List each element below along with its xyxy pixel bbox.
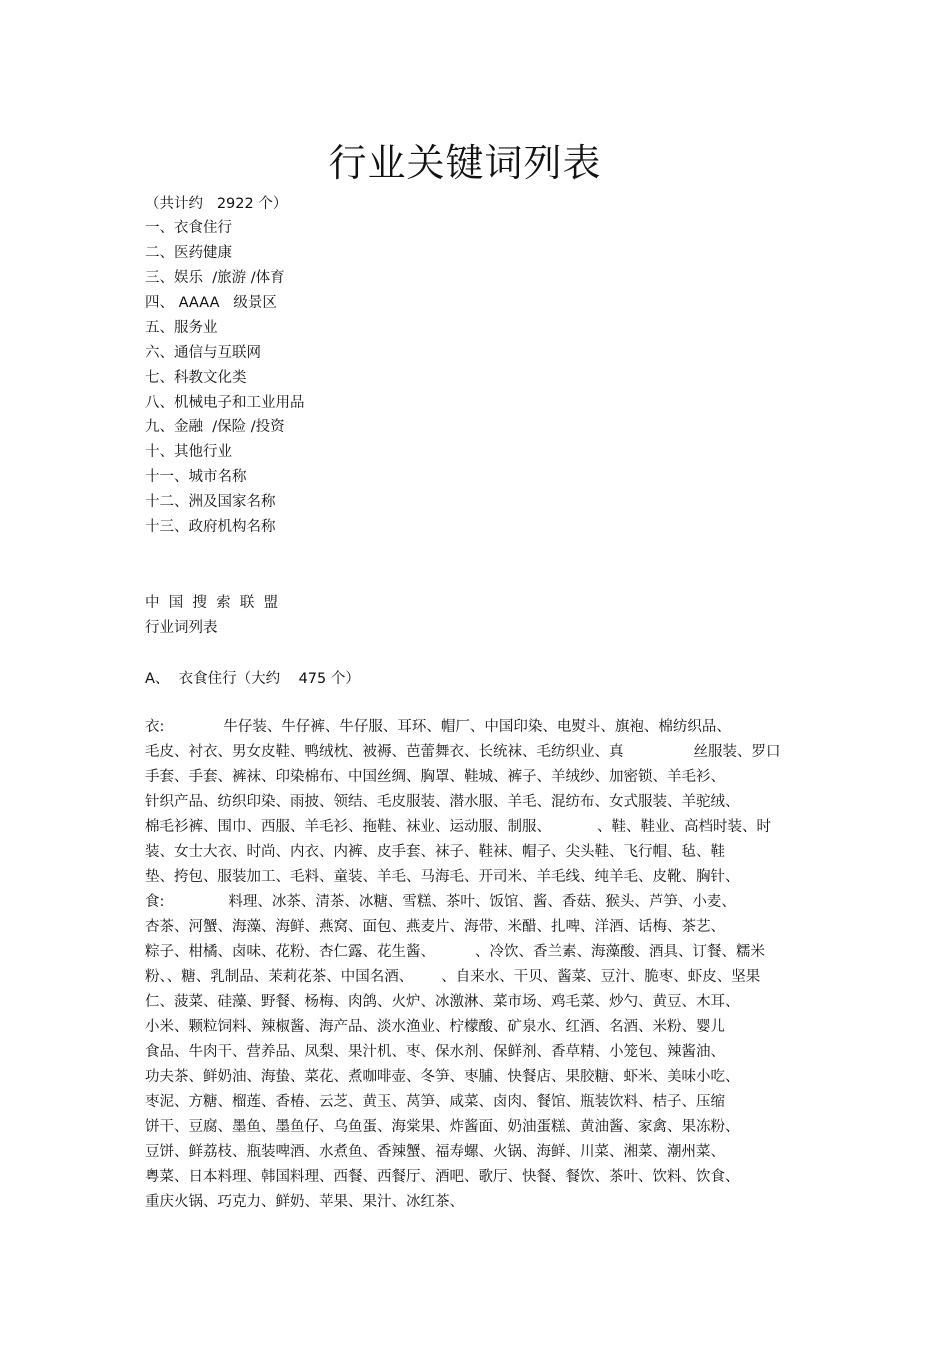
toc-item: 七、科教文化类 [145,370,247,386]
body-line [145,970,760,985]
category-label: 衣: [145,719,165,735]
body-text: 粉、、糖、乳制品、茉莉花茶、中国名酒、 [145,969,414,985]
body-line: 食品、牛肉干、营养品、凤梨、果汁机、枣、保水剂、保鲜剂、香草精、小笼包、辣酱油、 [145,1044,725,1060]
toc-item: 六、通信与互联网 [145,345,261,361]
body-line: 重庆火锅、巧克力、鲜奶、苹果、果汁、冰红茶、 [145,1194,464,1210]
body-line: 针织产品、纺织印染、雨披、领结、毛皮服装、潜水服、羊毛、混纺布、女式服装、羊驼绒、 [145,794,740,810]
body-line: 豆饼、鲜荔枝、瓶装啤酒、水煮鱼、香辣蟹、福寿螺、火锅、海鲜、川菜、湘菜、潮州菜、 [145,1144,725,1160]
toc-item: 八、机械电子和工业用品 [145,395,305,411]
toc-item: 五、服务业 [145,320,218,336]
toc-item: 十一、城市名称 [145,469,247,485]
body-line [145,820,771,835]
body-text: 、自来水、干贝、酱菜、豆汁、脆枣、虾皮、坚果 [441,969,761,985]
body-text: 粽子、柑橘、卤味、花粉、杏仁露、花生酱、 [145,944,435,960]
toc-item: 十、其他行业 [145,444,232,460]
body-text: 毛皮、衬衣、男女皮鞋、鸭绒枕、被褥、芭蕾舞衣、长统袜、毛纺织业、真 [145,744,624,760]
body-line [145,895,736,910]
body-line: 功夫茶、鲜奶油、海蛰、菜花、煮咖啡壶、冬笋、枣脯、快餐店、果胶糖、虾米、美味小吃、 [145,1069,740,1085]
toc-item: 九、金融 /保险 /投资 [145,419,285,435]
toc-item: 十三、政府机构名称 [145,519,276,535]
count-line: （共计约 2922 个） [145,196,288,212]
toc-item: 三、娱乐 /旅游 /体育 [145,270,285,286]
body-text: 棉毛衫裤、围巾、西服、羊毛衫、拖鞋、袜业、运动服、制服、 [145,819,551,835]
section-heading: A、 衣食住行（大约 475 个） [145,671,360,687]
body-text: 料理、冰茶、清茶、冰糖、雪糕、茶叶、饭馆、酱、香菇、猴头、芦笋、小麦、 [228,894,736,910]
org-name: 中 国 搜 索 联 盟 [145,595,279,611]
body-line: 小米、颗粒饲料、辣椒酱、海产品、淡水渔业、柠檬酸、矿泉水、红酒、名酒、米粉、婴儿 [145,1019,725,1035]
body-text: 、冷饮、香兰素、海藻酸、酒具、订餐、糯米 [475,944,765,960]
body-text: 、鞋、鞋业、高档时装、时 [597,819,771,835]
toc-item: 四、 AAAA 级景区 [145,295,277,311]
body-line: 仁、菠菜、硅藻、野餐、杨梅、肉鸽、火炉、冰激淋、菜市场、鸡毛菜、炒勺、黄豆、木耳、 [145,994,740,1010]
category-label: 食: [145,894,165,910]
body-text: 牛仔装、牛仔裤、牛仔服、耳环、帽厂、中国印染、电熨斗、旗袍、棉纺织品、 [223,719,731,735]
body-line: 饼干、豆腐、墨鱼、墨鱼仔、乌鱼蛋、海棠果、炸酱面、奶油蛋糕、黄油酱、家禽、果冻粉、 [145,1119,740,1135]
org-subtitle: 行业词列表 [145,620,218,636]
document-title: 行业关键词列表 [328,141,602,185]
toc-item: 十二、洲及国家名称 [145,494,276,510]
body-line: 杏茶、河蟹、海藻、海鲜、燕窝、面包、燕麦片、海带、米醋、扎啤、洋酒、话梅、茶艺、 [145,919,725,935]
toc-item: 二、医药健康 [145,245,232,261]
body-line [145,945,765,960]
body-line: 枣泥、方糖、榴莲、香椿、云芝、黄玉、莴笋、咸菜、卤肉、餐馆、瓶装饮料、桔子、压缩 [145,1094,725,1110]
body-text: 丝服装、罗口 [693,744,781,760]
body-line: 手套、手套、裤袜、印染棉布、中国丝绸、胸罩、鞋城、裤子、羊绒纱、加密锁、羊毛衫、 [145,769,725,785]
body-line: 粤菜、日本料理、韩国料理、西餐、西餐厅、酒吧、歌厅、快餐、餐饮、茶叶、饮料、饮食、 [145,1169,740,1185]
toc-item: 一、衣食住行 [145,220,232,236]
body-line [145,720,731,735]
body-line [145,745,781,760]
body-line: 垫、挎包、服装加工、毛料、童装、羊毛、马海毛、开司米、羊毛线、纯羊毛、皮靴、胸针、 [145,869,740,885]
body-line: 装、女士大衣、时尚、内衣、内裤、皮手套、袜子、鞋袜、帽子、尖头鞋、飞行帽、毡、鞋 [145,844,725,860]
